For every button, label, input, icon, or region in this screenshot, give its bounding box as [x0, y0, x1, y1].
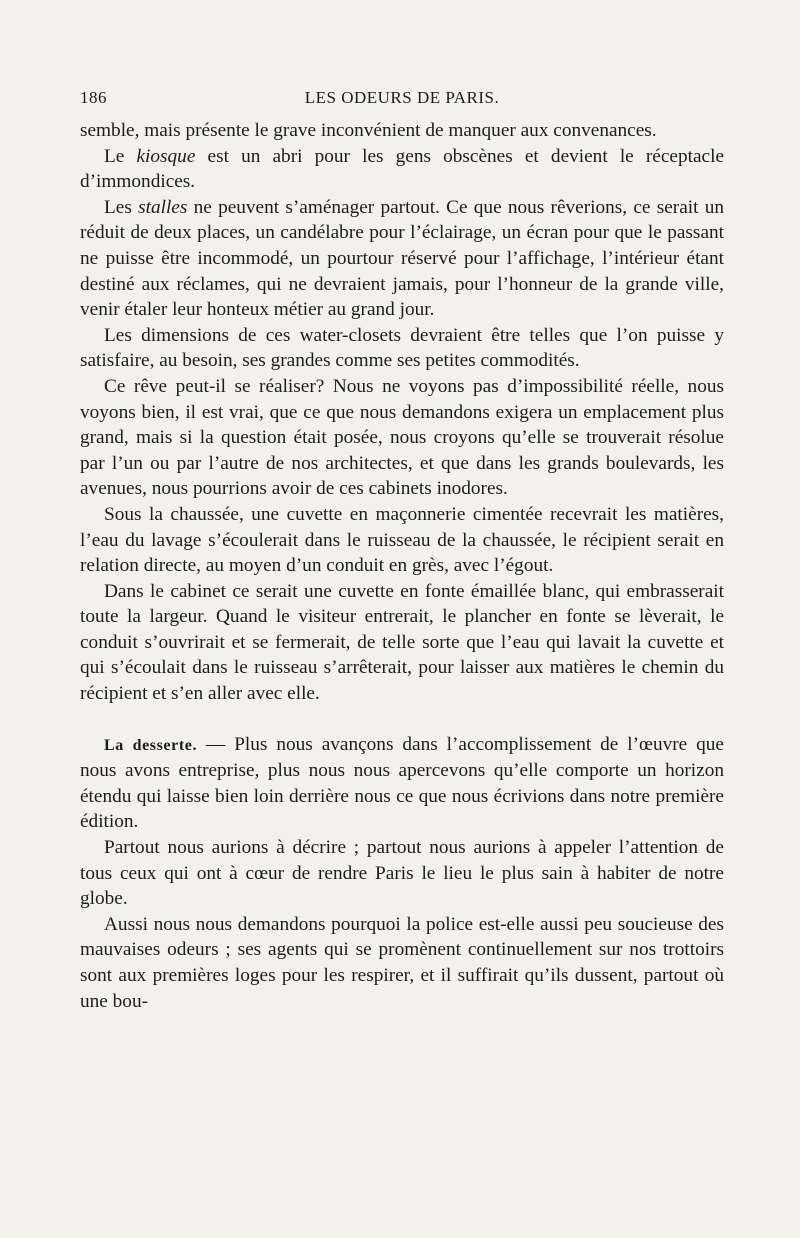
- section-heading: La desserte.: [104, 736, 198, 754]
- paragraph: [80, 502, 724, 579]
- text-run: Dans le cabinet ce serait une cuvette en fonte émaillée blanc, qui embrasserait toute la largeur. Quand le visiteur entrerait, le plancher en fonte se lèverait, le conduit s’ouvrirait et se fermerait, de telle sorte que l’eau qui lavait la cuvette et qui s’écoulait dans le ruisseau s’arrêterait, pour laisser aux matières le chemin du récipient et s’en aller avec elle.: [80, 580, 724, 705]
- text-run: Sous la chaussée, une cuvette en maçonnerie cimentée recevrait les matières, l’eau du lavage s’écoulerait dans le ruisseau de la chaussée, le récipient serait en relation directe, au moyen d’un conduit en grès, avec l’égout.: [80, 503, 724, 577]
- text-run: — Plus nous avançons dans l’accomplissement de l’œuvre que nous avons entreprise, plus nous nous apercevons qu’elle comporte un horizon étendu qui laisse bien loin derrière nous ce que nous écrivions dans notre première édition.: [80, 733, 724, 833]
- page-number: 186: [80, 88, 107, 107]
- paragraph: [80, 374, 724, 502]
- italic-term: kiosque: [136, 145, 196, 167]
- text-run: Partout nous aurions à décrire ; partout nous aurions à appeler l’attention de tous ceux qui ont à cœur de rendre Paris le lieu le plus sain à habiter de notre globe.: [80, 837, 724, 910]
- text-run: est un abri pour les gens obscènes et devient le réceptacle d’immondices.: [80, 145, 724, 193]
- text-run: semble, mais présente le grave inconvénient de manquer aux convenances.: [80, 120, 657, 141]
- running-title: LES ODEURS DE PARIS.: [304, 88, 500, 107]
- text-run: Les: [104, 196, 139, 218]
- paragraph: [80, 323, 724, 374]
- paragraph: [80, 912, 724, 1014]
- text-run: Le: [104, 145, 137, 167]
- page-header: [80, 88, 724, 112]
- italic-term: stalles: [138, 196, 188, 218]
- paragraph: [80, 144, 724, 195]
- paragraph: [80, 835, 724, 912]
- section-paragraph: [80, 732, 724, 835]
- text-run: ne peuvent s’aménager partout. Ce que nous rêverions, ce serait un réduit de deux places, un candélabre pour l’éclairage, un écran pour que le passant ne puisse être incommodé, un pourtour réservé pour l’affichage, l’intérieur étant destiné aux réclames, qui ne devraient jamais, pour l’honneur de la grande ville, venir étaler leur honteux métier au grand jour.: [80, 196, 724, 321]
- text-run: Aussi nous nous demandons pourquoi la police est-elle aussi peu soucieuse des mauvaises odeurs ; ses agents qui se promènent continuellement sur nos trottoirs sont aux premières loges pour les respirer, et il suffirait qu’ils dussent, partout où une bou-: [80, 913, 724, 1012]
- paragraph: [80, 579, 724, 707]
- paragraph: [80, 118, 724, 144]
- paragraph: [80, 195, 724, 323]
- body-text: [80, 118, 724, 1014]
- text-run: Ce rêve peut-il se réaliser? Nous ne voyons pas d’impossibilité réelle, nous voyons bien, il est vrai, que ce que nous demandons exigera un emplacement plus grand, mais si la question était posée, nous croyons qu’elle se trouverait résolue par l’un ou par l’autre de nos architectes, et que dans les grands boulevards, les avenues, nous pourrions avoir de ces cabinets inodores.: [80, 375, 724, 500]
- text-run: Les dimensions de ces water-closets devraient être telles que l’on puisse y satisfaire, au besoin, ses grandes comme ses petites commodités.: [80, 324, 724, 372]
